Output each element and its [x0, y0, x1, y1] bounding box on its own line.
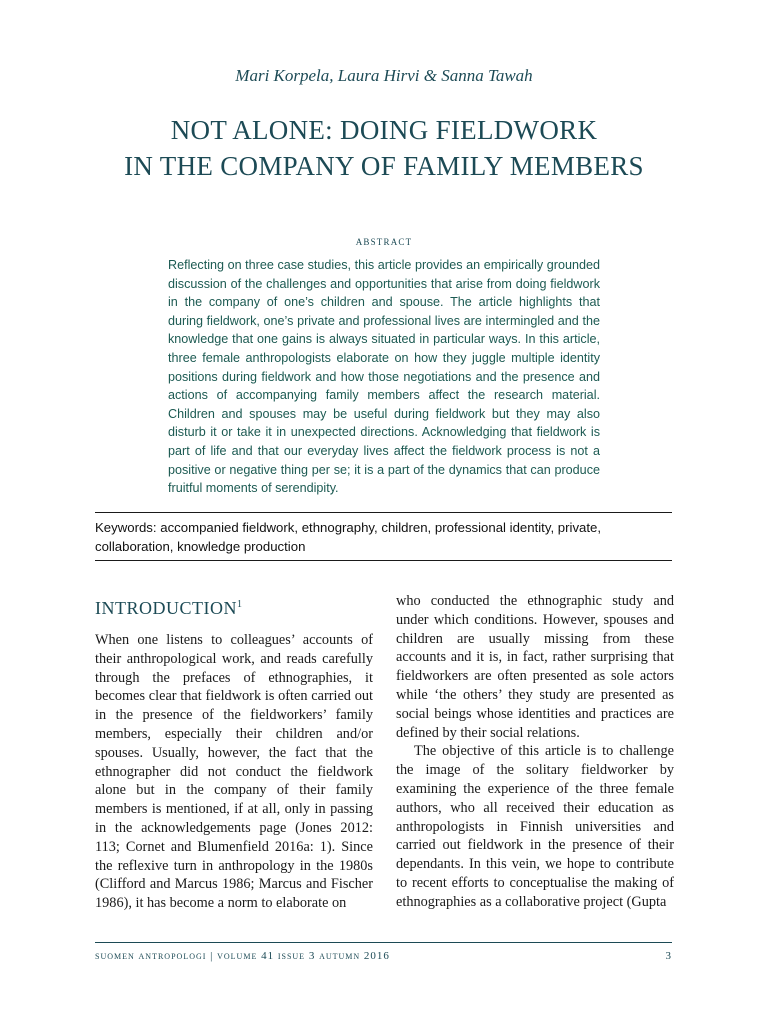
keywords: Keywords: accompanied fieldwork, ethnography, children, professional identity, private, collaboration, knowledge production [95, 520, 602, 554]
title-line: IN THE COMPANY OF FAMILY MEMBERS [124, 151, 644, 181]
body-paragraph: The objective of this article is to challenge the image of the solitary fieldworker by examining the experience of the three female authors, who all received their education as anthropologists in Finnish universities and carried out fieldwork in the presence of their dependants. In this vein, we hope to contribute to recent efforts to conceptualise the making of ethnographies as a collaborative project (Gupta [396, 743, 674, 910]
abstract-heading: abstract [355, 233, 413, 248]
journal-info: suomen antropologi | volume 41 issue 3 autumn 2016 [95, 950, 390, 962]
abstract-text: Reflecting on three case studies, this article provides an empirically grounded discussion of the challenges and opportunities that arise from doing fieldwork in the company of one’s children and spouse. The article highlights that during fieldwork, one’s private and professional lives are intermingled and the knowledge that one gains is always situated in particular ways. In this article, three female anthropologists elaborate on how they juggle multiple identity positions during fieldwork and how those negotiations and the presence and actions of accompanying family members affect the research material. Children and spouses may be useful during fieldwork but they may also disturb it or take it in unexpected directions. Acknowledging that fieldwork is part of life and that our everyday lives affect the fieldwork process is not a positive or negative thing per se; it is a part of the dynamics that can produce fruitful moments of serendipity. [168, 258, 600, 496]
section-heading-text: INTRODUCTION [95, 598, 237, 618]
page-footer [95, 950, 672, 962]
page-number: 3 [665, 950, 672, 962]
body-paragraph: When one listens to colleagues’ accounts of their anthropological work, and reads carefully through the prefaces of ethnographies, it becomes clear that fieldwork is often carried out in the presence of the fieldworkers’ family members, especially their children and/or spouses. Usually, however, the fact that the ethnographer did not conduct the fieldwork alone but in the company of their family members is mentioned, if at all, only in passing in the acknowledgements page (Jones 2012: 113; Cornet and Blumenfield 2016a: 1). Since the reflexive turn in anthropology in the 1980s (Clifford and Marcus 1986; Marcus and Fischer 1986), it has become a norm to elaborate on [95, 632, 373, 912]
body-paragraph: who conducted the ethnographic study and under which conditions. However, spouses and children are usually missing from these accounts and it is, in fact, rather surprising that fieldworkers are often presented as sole actors while ‘the others’ they study are presented as social beings whose identities and practices are defined by their social relations. [396, 593, 674, 741]
keywords-top-rule [95, 512, 672, 513]
footer-rule [95, 942, 672, 943]
right-column [396, 592, 674, 912]
left-column [95, 592, 373, 913]
article-title [0, 112, 768, 184]
keywords-bottom-rule [95, 560, 672, 561]
section-heading [95, 594, 373, 619]
author-line: Mari Korpela, Laura Hirvi & Sanna Tawah [235, 66, 533, 85]
title-line: NOT ALONE: DOING FIELDWORK [170, 115, 598, 145]
footnote-mark[interactable]: 1 [236, 599, 243, 610]
